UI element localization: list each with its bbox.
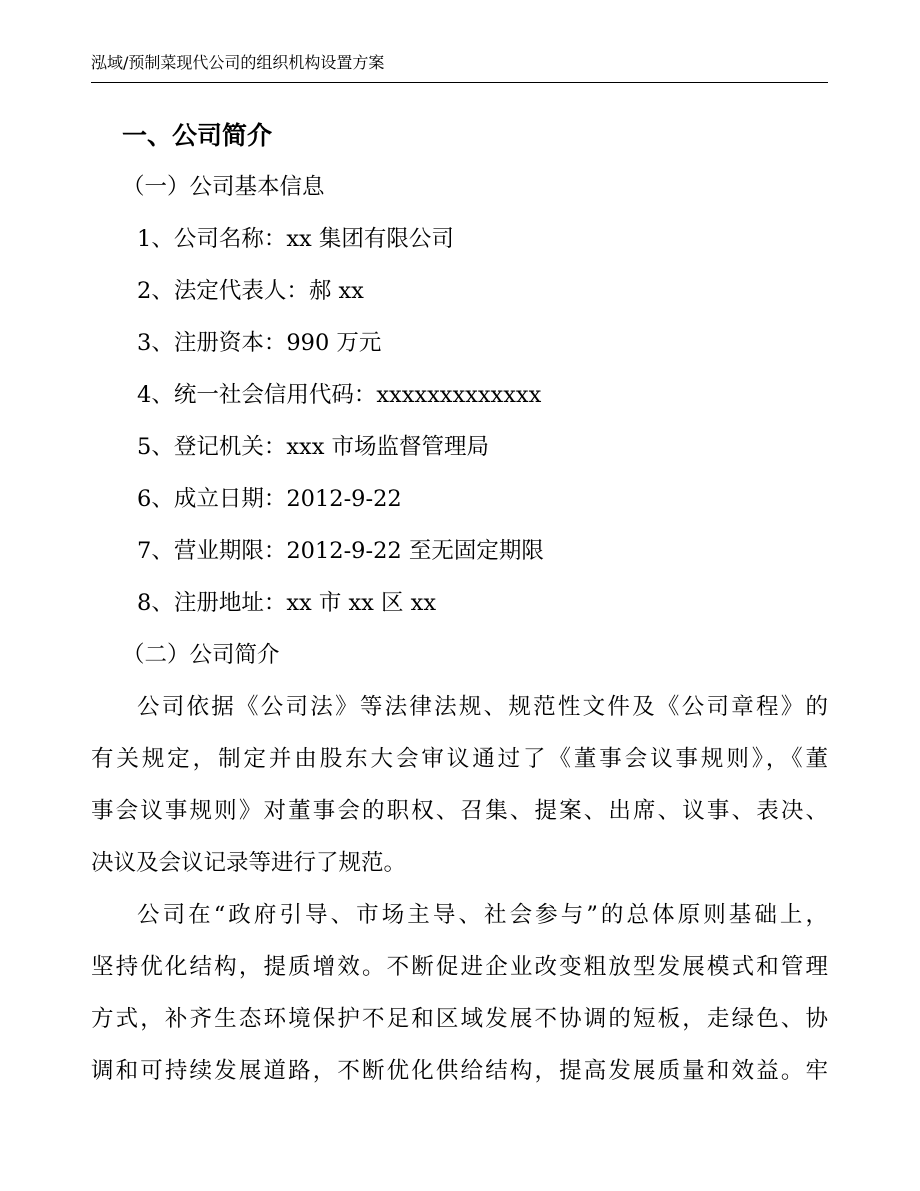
paragraph-1-line-3: 事会议事规则》对董事会的职权、召集、提案、出席、议事、表决、	[91, 798, 828, 824]
info-item-business-term: 7、营业期限：2012-9-22 至无固定期限	[137, 538, 544, 564]
paragraph-1-line-1: 公司依据《公司法》等法律法规、规范性文件及《公司章程》的	[137, 694, 828, 720]
subsection-heading-basic-info: （一）公司基本信息	[122, 174, 325, 200]
paragraph-2-line-4: 调和可持续发展道路，不断优化供给结构，提高发展质量和效益。牢	[91, 1058, 828, 1084]
section-heading: 一、公司简介	[122, 121, 273, 150]
paragraph-1-line-2: 有关规定，制定并由股东大会审议通过了《董事会议事规则》，《董	[91, 746, 828, 772]
paragraph-1-line-4: 决议及会议记录等进行了规范。	[91, 850, 407, 876]
info-item-legal-representative: 2、法定代表人：郝 xx	[137, 278, 364, 304]
paragraph-2-line-2: 坚持优化结构，提质增效。不断促进企业改变粗放型发展模式和管理	[91, 954, 828, 980]
paragraph-2-line-1: 公司在“政府引导、市场主导、社会参与”的总体原则基础上，	[137, 902, 828, 928]
page-header-title: 泓域/预制菜现代公司的组织机构设置方案	[91, 53, 385, 72]
info-item-registration-authority: 5、登记机关：xxx 市场监督管理局	[137, 434, 490, 460]
header-divider	[91, 82, 828, 83]
info-item-credit-code: 4、统一社会信用代码：xxxxxxxxxxxxx	[137, 382, 542, 408]
paragraph-2-line-3: 方式，补齐生态环境保护不足和区域发展不协调的短板，走绿色、协	[91, 1006, 828, 1032]
info-item-company-name: 1、公司名称：xx 集团有限公司	[137, 226, 454, 252]
info-item-registered-address: 8、注册地址：xx 市 xx 区 xx	[137, 590, 437, 616]
info-item-establishment-date: 6、成立日期：2012-9-22	[137, 486, 402, 512]
info-item-registered-capital: 3、注册资本：990 万元	[137, 330, 382, 356]
subsection-heading-profile: （二）公司简介	[122, 642, 280, 668]
